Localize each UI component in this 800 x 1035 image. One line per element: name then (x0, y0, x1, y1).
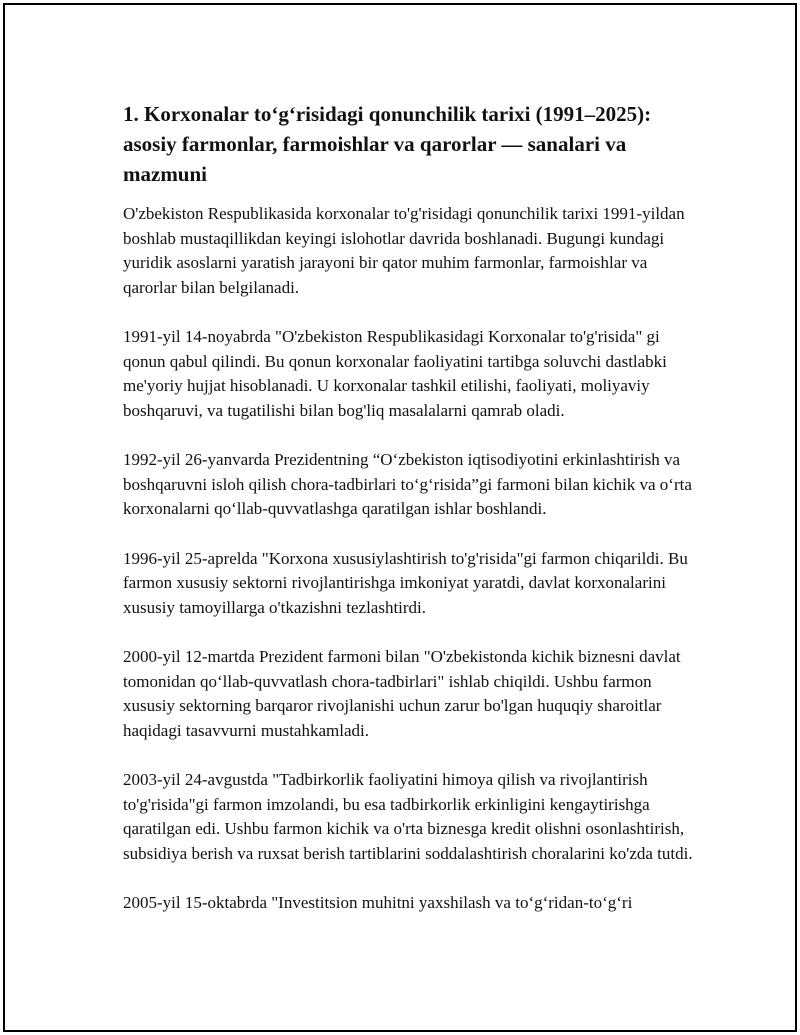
paragraph-intro: O'zbekiston Respublikasida korxonalar to'g'risidagi qonunchilik tarixi 1991-yildan boshlab mustaqillikdan keyingi islohotlar davrida boshlanadi. Bugungi kundagi yuridik asoslarni yaratish jarayoni bir qator muhim farmonlar, farmoishlar va qarorlar bilan belgilanadi. (123, 204, 685, 297)
page-frame (3, 3, 797, 1032)
paragraph-1992: 1992-yil 26-yanvarda Prezidentning “O‘zbekiston iqtisodiyotini erkinlashtirish va boshqaruvni isloh qilish chora-tadbirlari to‘g‘risida”gi farmoni bilan kichik va o‘rta korxonalarni qo‘llab-quvvatlashga qaratilgan ishlar boshlandi. (123, 450, 692, 518)
paragraph-2000: 2000-yil 12-martda Prezident farmoni bilan "O'zbekistonda kichik biznesni davlat tomonidan qo‘llab-quvvatlash chora-tadbirlari" ishlab chiqildi. Ushbu farmon xususiy sektorning barqaror rivojlanishi uchun zarur bo'lgan huquqiy sharoitlar haqidagi tasavvurni mustahkamladi. (123, 647, 681, 740)
paragraph-2003: 2003-yil 24-avgustda "Tadbirkorlik faoliyatini himoya qilish va rivojlantirish to'g'risida"gi farmon imzolandi, bu esa tadbirkorlik erkinligini kengaytirishga qaratilgan edi. Ushbu farmon kichik va o'rta biznesga kredit olishni osonlashtirish, subsidiya berish va ruxsat berish tartiblarini soddalashtirish choralarini ko'zda tutdi. (123, 770, 693, 863)
paragraph-1996: 1996-yil 25-aprelda "Korxona xususiylashtirish to'g'risida"gi farmon chiqarildi. Bu farmon xususiy sektorni rivojlantirishga imkoniyat yaratdi, davlat korxonalarini xususiy tamoyillarga o'tkazishni tezlashtirdi. (123, 548, 688, 617)
paragraph-2005: 2005-yil 15-oktabrda "Investitsion muhitni yaxshilash va to‘g‘ridan-to‘g‘ri (123, 893, 633, 912)
section-heading: 1. Korxonalar to‘g‘risidagi qonunchilik tarixi (1991–2025): asosiy farmonlar, farmoishlar va qarorlar — sanalari va mazmuni (123, 102, 652, 186)
paragraph-1991: 1991-yil 14-noyabrda "O'zbekiston Respublikasidagi Korxonalar to'g'risida" gi qonun qabul qilindi. Bu qonun korxonalar faoliyatini tartibga soluvchi dastlabki me'yoriy hujjat hisoblanadi. U korxonalar tashkil etilishi, faoliyati, moliyaviy boshqaruvi, va tugatilishi bilan bog'liq masalalarni qamrab oladi. (123, 327, 667, 420)
document-body (123, 99, 693, 941)
